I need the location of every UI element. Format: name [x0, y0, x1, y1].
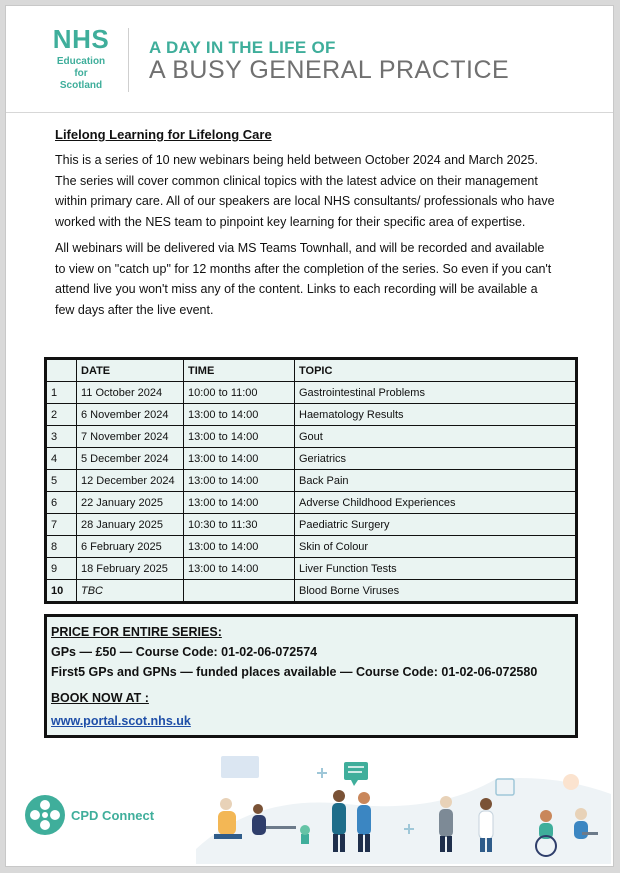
- row-date: 22 January 2025: [77, 492, 184, 514]
- pricing-first5-line: First5 GPs and GPNs — funded places available — Course Code: 01-02-06-072580: [51, 665, 538, 679]
- table-row: [46, 404, 577, 426]
- row-number: 6: [46, 492, 77, 514]
- row-time: 13:00 to 14:00: [184, 470, 295, 492]
- healthcare-illustration: [196, 754, 611, 864]
- row-time: 13:00 to 14:00: [184, 492, 295, 514]
- row-number: 9: [46, 558, 77, 580]
- row-date: 7 November 2024: [77, 426, 184, 448]
- table-row: [46, 558, 577, 580]
- pricing-box: [44, 614, 578, 738]
- row-topic: Blood Borne Viruses: [295, 580, 577, 603]
- row-number: 7: [46, 514, 77, 536]
- table-row: [46, 426, 577, 448]
- table-row: [46, 382, 577, 404]
- webinar-schedule-table: [44, 357, 578, 604]
- nhs-logo-mark: NHS: [52, 24, 110, 54]
- row-topic: Gastrointestinal Problems: [295, 382, 577, 404]
- table-row: [46, 448, 577, 470]
- header: [6, 6, 613, 113]
- table-row: [46, 580, 577, 603]
- intro-section: [55, 127, 555, 326]
- row-number: 2: [46, 404, 77, 426]
- row-date: 6 February 2025: [77, 536, 184, 558]
- row-topic: Paediatric Surgery: [295, 514, 577, 536]
- row-date: 28 January 2025: [77, 514, 184, 536]
- row-number: 1: [46, 382, 77, 404]
- row-date: 5 December 2024: [77, 448, 184, 470]
- row-date: TBC: [77, 580, 184, 603]
- row-date: 12 December 2024: [77, 470, 184, 492]
- pricing-title: PRICE FOR ENTIRE SERIES:: [51, 625, 222, 639]
- nhs-education-scotland-logo: [46, 26, 116, 92]
- row-number: 10: [46, 580, 77, 603]
- row-topic: Geriatrics: [295, 448, 577, 470]
- logo-sub-for: for: [74, 68, 88, 79]
- row-topic: Skin of Colour: [295, 536, 577, 558]
- intro-heading: Lifelong Learning for Lifelong Care: [55, 127, 272, 142]
- column-header-number: [46, 359, 77, 382]
- intro-paragraph-1: This is a series of 10 new webinars being held between October 2024 and March 2025. The series will cover common clinical topics with the latest advice on their management within primary care. All of our speakers are local NHS consultants/ professionals who have worked with the NES team to pinpoint key learning for their specific area of expertise.: [55, 153, 555, 229]
- row-date: 6 November 2024: [77, 404, 184, 426]
- book-now-label: BOOK NOW AT :: [51, 691, 149, 705]
- column-header-time: TIME: [184, 359, 295, 382]
- cpd-connect-icon: [24, 794, 66, 836]
- table-header-row: [46, 359, 577, 382]
- table-row: [46, 536, 577, 558]
- row-date: 18 February 2025: [77, 558, 184, 580]
- row-time: 13:00 to 14:00: [184, 558, 295, 580]
- row-topic: Haematology Results: [295, 404, 577, 426]
- chat-bubble-icon: [344, 762, 368, 780]
- header-title-line2: A BUSY GENERAL PRACTICE: [149, 56, 510, 84]
- row-topic: Back Pain: [295, 470, 577, 492]
- row-time: [184, 580, 295, 603]
- row-time: 13:00 to 14:00: [184, 536, 295, 558]
- header-divider: [128, 28, 129, 92]
- row-number: 3: [46, 426, 77, 448]
- logo-sub-scotland: Scotland: [59, 80, 103, 91]
- booking-portal-link[interactable]: www.portal.scot.nhs.uk: [51, 714, 191, 728]
- row-time: 13:00 to 14:00: [184, 404, 295, 426]
- row-date: 11 October 2024: [77, 382, 184, 404]
- column-header-topic: TOPIC: [295, 359, 577, 382]
- table-row: [46, 514, 577, 536]
- plant-icon: [300, 825, 310, 844]
- row-topic: Adverse Childhood Experiences: [295, 492, 577, 514]
- row-number: 8: [46, 536, 77, 558]
- pricing-gp-line: GPs — £50 — Course Code: 01-02-06-072574: [51, 645, 318, 659]
- row-number: 5: [46, 470, 77, 492]
- cpd-connect-text: CPD Connect: [71, 808, 155, 823]
- row-time: 10:00 to 11:00: [184, 382, 295, 404]
- row-topic: Gout: [295, 426, 577, 448]
- table-row: [46, 492, 577, 514]
- row-topic: Liver Function Tests: [295, 558, 577, 580]
- flyer-page: [5, 5, 614, 867]
- header-title-line1: A DAY IN THE LIFE OF: [149, 38, 336, 57]
- column-header-date: DATE: [77, 359, 184, 382]
- cpd-connect-logo: [24, 794, 164, 834]
- intro-paragraph-2: All webinars will be delivered via MS Teams Townhall, and will be recorded and available to view on "catch up" for 12 months after the completion of the series. So even if you can't attend live you won't miss any of the content. Links to each recording will be available a few days after the live event.: [55, 241, 552, 317]
- stethoscope-badge-icon: [563, 774, 579, 790]
- row-time: 13:00 to 14:00: [184, 448, 295, 470]
- row-time: 10:30 to 11:30: [184, 514, 295, 536]
- row-time: 13:00 to 14:00: [184, 426, 295, 448]
- logo-sub-education: Education: [56, 56, 106, 67]
- monitor-graphic: [221, 756, 259, 778]
- row-number: 4: [46, 448, 77, 470]
- table-row: [46, 470, 577, 492]
